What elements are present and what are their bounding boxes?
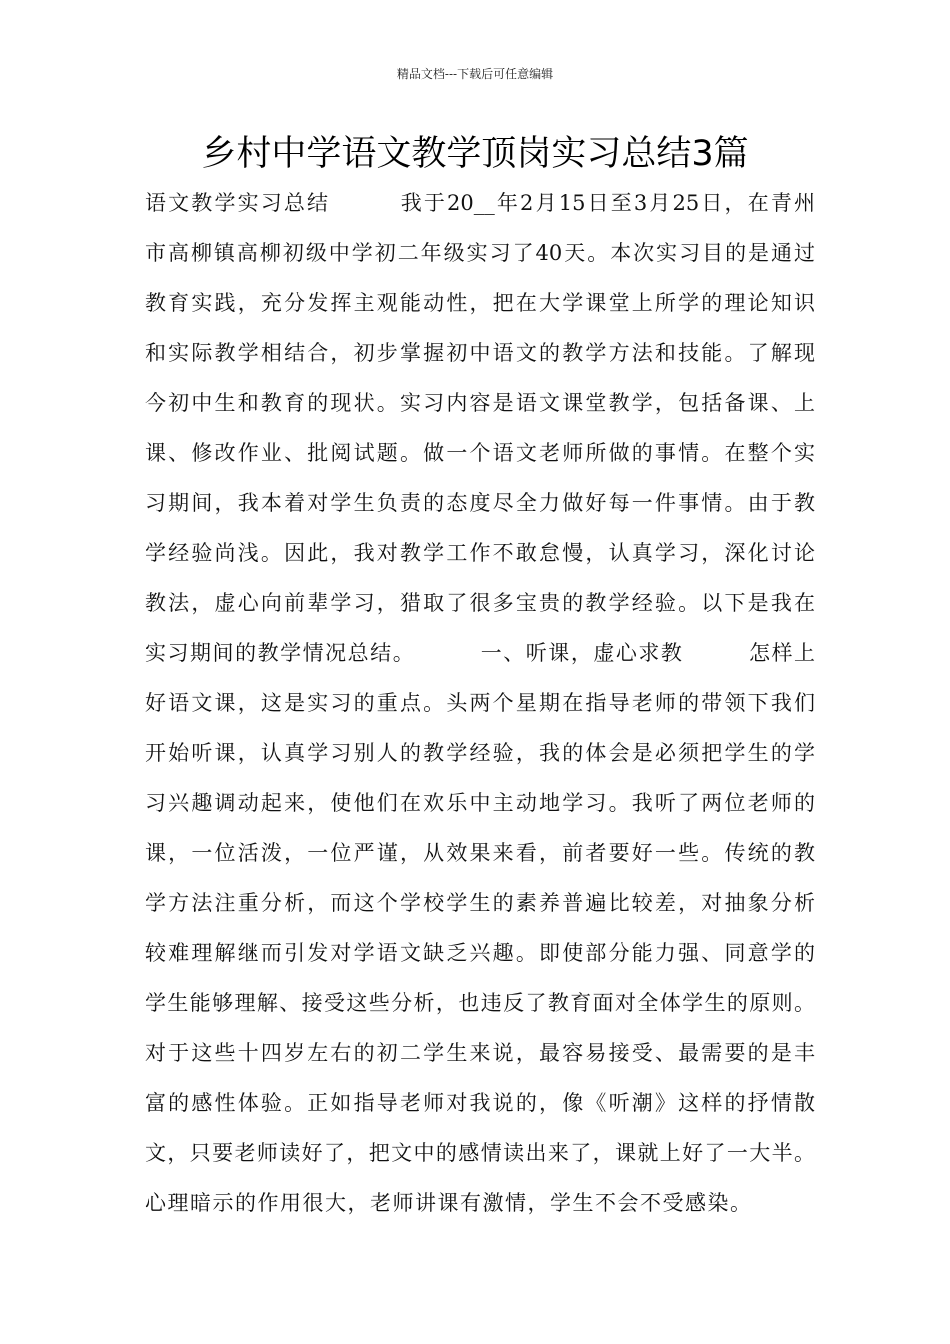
text-line: 学方法注重分析，而这个学校学生的素养普遍比较差，对抽象分析: [145, 891, 815, 915]
text-line: 市高柳镇高柳初级中学初二年级实习了40天。本次实习目的是通过: [145, 241, 815, 265]
text-line: 对于这些十四岁左右的初二学生来说，最容易接受、最需要的是丰: [145, 1041, 815, 1065]
text-line: 学经验尚浅。因此，我对教学工作不敢怠慢，认真学习，深化讨论: [145, 541, 815, 565]
text-line: 教育实践，充分发挥主观能动性，把在大学课堂上所学的理论知识: [145, 291, 815, 315]
text-line: 课，一位活泼，一位严谨，从效果来看，前者要好一些。传统的教: [145, 841, 815, 865]
document-body: [145, 178, 815, 1228]
text-line: 课、修改作业、批阅试题。做一个语文老师所做的事情。在整个实: [145, 441, 815, 465]
text-line: 文，只要老师读好了，把文中的感情读出来了，课就上好了一大半。: [145, 1141, 815, 1165]
text-line: 和实际教学相结合，初步掌握初中语文的教学方法和技能。了解现: [145, 341, 815, 365]
text-line: 习期间，我本着对学生负责的态度尽全力做好每一件事情。由于教: [145, 491, 815, 515]
document-title: 乡村中学语文教学顶岗实习总结3篇: [201, 134, 749, 174]
text-line: 好语文课，这是实习的重点。头两个星期在指导老师的带领下我们: [145, 691, 815, 715]
text-line: 富的感性体验。正如指导老师对我说的，像《听潮》这样的抒情散: [145, 1091, 815, 1115]
text-line: 开始听课，认真学习别人的教学经验，我的体会是必须把学生的学: [145, 741, 815, 765]
text-line: 语文教学实习总结 我于20__年2月15日至3月25日，在青州: [145, 191, 815, 215]
text-line: 今初中生和教育的现状。实习内容是语文课堂教学，包括备课、上: [145, 391, 815, 415]
text-line: 较难理解继而引发对学语文缺乏兴趣。即使部分能力强、同意学的: [145, 941, 815, 965]
page-header: 精品文档---下载后可任意编辑: [396, 67, 554, 81]
text-line: 教法，虚心向前辈学习，猎取了很多宝贵的教学经验。以下是我在: [145, 591, 815, 615]
text-line: 实习期间的教学情况总结。 一、听课，虚心求教 怎样上: [145, 641, 815, 665]
text-line: 学生能够理解、接受这些分析，也违反了教育面对全体学生的原则。: [145, 991, 815, 1015]
text-line: 心理暗示的作用很大，老师讲课有激情，学生不会不受感染。: [145, 1191, 753, 1215]
text-line: 习兴趣调动起来，使他们在欢乐中主动地学习。我听了两位老师的: [145, 791, 815, 815]
